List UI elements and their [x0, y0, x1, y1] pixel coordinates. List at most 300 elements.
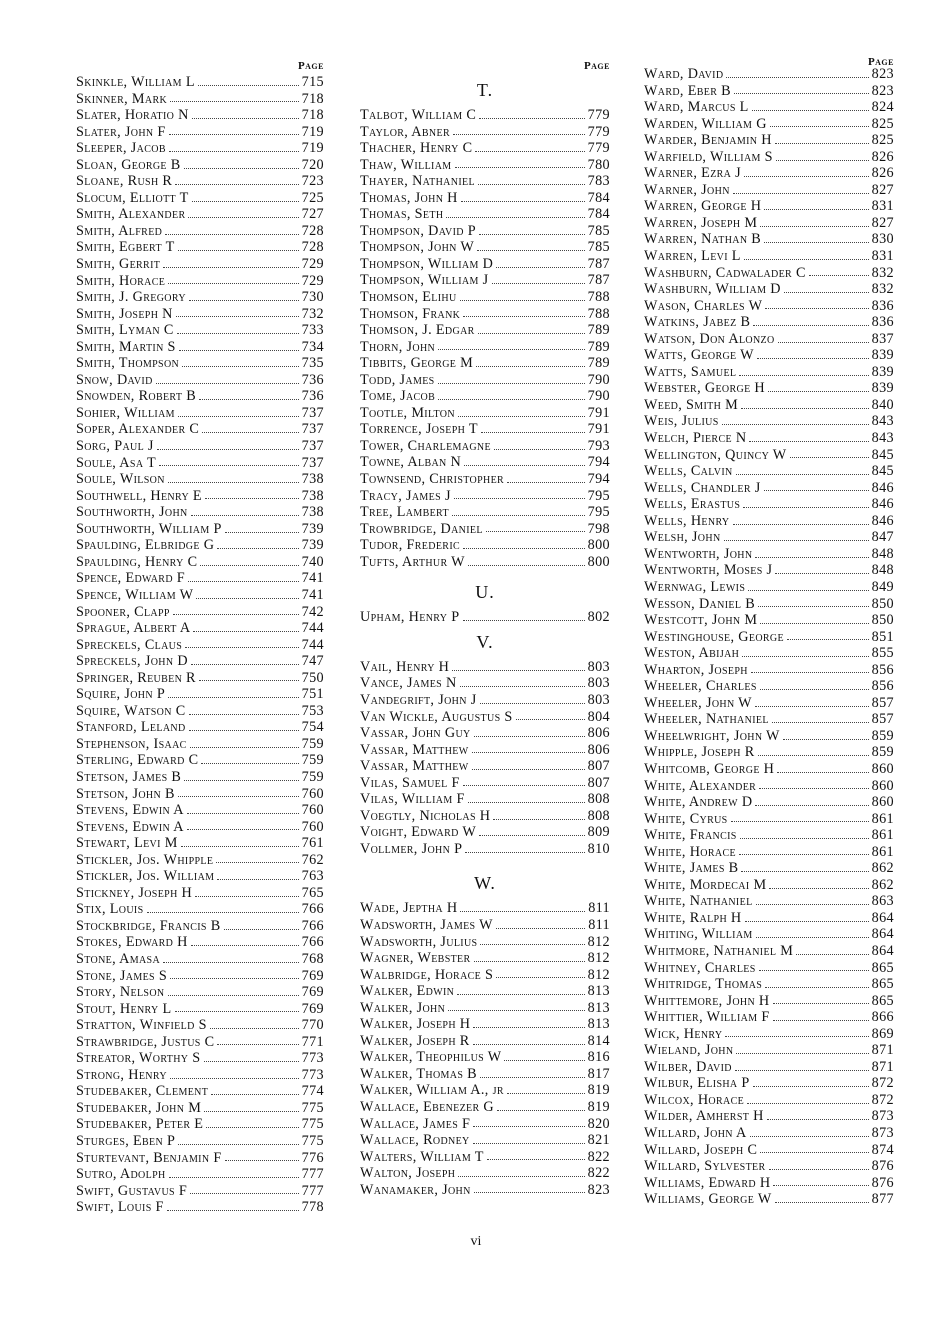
index-entry — [644, 579, 894, 596]
leader-dots — [479, 118, 584, 119]
entry-list-w-continued — [644, 66, 894, 1208]
leader-dots — [734, 93, 869, 94]
leader-dots — [163, 267, 298, 268]
leader-dots — [735, 1070, 869, 1071]
leader-dots — [199, 399, 299, 400]
entry-name: Ward, Eber B — [644, 82, 731, 99]
entry-name: Snow, David — [76, 371, 153, 388]
section-heading-v: V. — [476, 631, 494, 652]
entry-name: Willard, John A — [644, 1125, 747, 1141]
index-entry — [76, 140, 324, 157]
leader-dots — [776, 160, 869, 161]
leader-dots — [784, 292, 869, 293]
entry-name: Wheeler, John W — [644, 694, 752, 711]
entry-page-number: 737 — [301, 438, 324, 455]
entry-page-number: 872 — [871, 1075, 894, 1092]
entry-page-number: 789 — [587, 322, 610, 339]
entry-name: Todd, James — [360, 371, 435, 388]
leader-dots — [472, 752, 585, 753]
leader-dots — [463, 620, 585, 621]
entry-name: Thompson, John W — [360, 239, 475, 256]
index-entry — [360, 107, 610, 124]
entry-page-number: 762 — [301, 851, 324, 868]
entry-name: Sutro, Adolph — [76, 1166, 166, 1183]
entry-name: Spaulding, Henry C — [76, 553, 198, 570]
entry-name: Wanamaker, John — [360, 1181, 471, 1198]
leader-dots — [486, 531, 585, 532]
entry-name: Warner, Ezra J — [644, 165, 742, 182]
leader-dots — [744, 259, 869, 260]
entry-name: Van Wickle, Augustus S — [360, 708, 513, 725]
leader-dots — [778, 342, 869, 343]
entry-page-number: 759 — [301, 735, 324, 752]
entry-name: Towne, Alban N — [360, 454, 462, 471]
entry-name: Tootle, Milton — [360, 404, 455, 421]
index-entry — [76, 918, 324, 935]
leader-dots — [204, 1061, 299, 1062]
index-entry — [360, 1016, 610, 1033]
entry-page-number: 825 — [871, 115, 894, 132]
index-entry — [76, 554, 324, 571]
index-entry — [76, 504, 324, 521]
entry-name: Sloan, George B — [76, 156, 181, 173]
leader-dots — [460, 911, 585, 912]
entry-name: Smith, Joseph N — [76, 305, 173, 322]
entry-page-number: 812 — [587, 950, 610, 967]
section-heading-w: W. — [474, 873, 496, 894]
entry-name: Whitney, Charles — [644, 959, 756, 976]
leader-dots — [739, 375, 868, 376]
leader-dots — [177, 333, 299, 334]
entry-page-number: 784 — [587, 189, 610, 206]
entry-name: Wagner, Webster — [360, 950, 471, 967]
entry-name: White, Ralph H — [644, 909, 742, 926]
entry-page-number: 780 — [587, 156, 610, 173]
entry-page-number: 869 — [871, 1025, 894, 1042]
index-entry — [360, 692, 610, 709]
entry-name: Wallace, Ebenezer G — [360, 1098, 495, 1115]
leader-dots — [775, 143, 869, 144]
leader-dots — [759, 788, 868, 789]
entry-page-number: 817 — [587, 1065, 610, 1082]
index-entry — [76, 223, 324, 240]
leader-dots — [205, 498, 299, 499]
entry-page-number: 849 — [871, 578, 894, 595]
leader-dots — [769, 888, 868, 889]
entry-name: Wilder, Amherst H — [644, 1108, 764, 1125]
leader-dots — [225, 532, 299, 533]
leader-dots — [759, 970, 869, 971]
index-entry — [76, 819, 324, 836]
leader-dots — [189, 730, 299, 731]
entry-page-number: 795 — [587, 487, 610, 504]
entry-name: Slocum, Elliott T — [76, 189, 189, 206]
entry-name: Sturges, Eben P — [76, 1133, 176, 1149]
entry-name: Wilbur, Elisha P — [644, 1075, 750, 1092]
entry-page-number: 856 — [871, 678, 894, 695]
entry-list-s — [76, 74, 324, 1216]
leader-dots — [476, 366, 585, 367]
index-entry — [360, 256, 610, 273]
entry-page-number: 813 — [587, 983, 610, 1000]
leader-dots — [726, 77, 868, 78]
entry-name: Tufts, Arthur W — [360, 553, 465, 570]
index-entry — [76, 1183, 324, 1200]
entry-name: Stetson, James B — [76, 768, 182, 785]
entry-name: Westcott, John M — [644, 612, 758, 629]
entry-name: Vilas, Samuel F — [360, 774, 460, 791]
index-entry — [644, 1191, 894, 1208]
index-entry — [360, 140, 610, 157]
index-entry — [360, 372, 610, 389]
entry-name: Story, Nelson — [76, 984, 165, 1001]
entry-page-number: 813 — [587, 1016, 610, 1033]
leader-dots — [755, 805, 868, 806]
index-entry — [76, 752, 324, 769]
entry-page-number: 765 — [301, 884, 324, 901]
leader-dots — [168, 995, 299, 996]
entry-page-number: 846 — [871, 512, 894, 529]
leader-dots — [507, 482, 585, 483]
entry-page-number: 813 — [587, 999, 610, 1016]
leader-dots — [465, 852, 584, 853]
index-entry — [644, 149, 894, 166]
entry-name: Stockbridge, Francis B — [76, 917, 221, 934]
entry-name: Walton, Joseph — [360, 1165, 456, 1182]
index-entry — [644, 1158, 894, 1175]
leader-dots — [765, 987, 868, 988]
index-entry — [644, 877, 894, 894]
leader-dots — [769, 1169, 869, 1170]
leader-dots — [147, 912, 299, 913]
entry-page-number: 763 — [301, 868, 324, 885]
entry-page-number: 859 — [871, 744, 894, 761]
entry-list-v — [360, 659, 610, 858]
leader-dots — [755, 706, 869, 707]
entry-name: Thomson, Frank — [360, 305, 461, 322]
index-entry — [644, 960, 894, 977]
index-entry — [76, 786, 324, 803]
index-entry — [360, 758, 610, 775]
entry-page-number: 862 — [871, 876, 894, 893]
entry-name: Welsh, John — [644, 529, 721, 546]
entry-name: Wheeler, Nathaniel — [644, 711, 769, 728]
index-entry — [76, 604, 324, 621]
entry-page-number: 769 — [301, 967, 324, 984]
entry-name: Sorg, Paul J — [76, 438, 154, 455]
leader-dots — [168, 482, 299, 483]
entry-name: Thorn, John — [360, 338, 436, 355]
entry-page-number: 773 — [301, 1066, 324, 1083]
entry-page-number: 848 — [871, 562, 894, 579]
index-entry — [76, 438, 324, 455]
leader-dots — [452, 670, 584, 671]
index-entry — [76, 405, 324, 422]
entry-name: Stevens, Edwin A — [76, 818, 184, 835]
entry-page-number: 798 — [587, 520, 610, 537]
entry-page-number: 776 — [301, 1149, 324, 1166]
entry-name: White, Horace — [644, 843, 736, 860]
entry-name: Warner, John — [644, 181, 730, 198]
entry-page-number: 814 — [587, 1032, 610, 1049]
index-entry — [76, 107, 324, 124]
leader-dots — [438, 399, 585, 400]
page-header: Page — [297, 60, 324, 72]
entry-page-number: 865 — [871, 959, 894, 976]
entry-name: Walker, Theophilus W — [360, 1049, 502, 1066]
leader-dots — [192, 201, 299, 202]
entry-page-number: 723 — [301, 173, 324, 190]
index-entry — [644, 447, 894, 464]
entry-name: Vance, James N — [360, 675, 457, 692]
index-entry — [76, 306, 324, 323]
entry-page-number: 800 — [587, 537, 610, 554]
leader-dots — [772, 722, 869, 723]
entry-page-number: 832 — [871, 264, 894, 281]
entry-name: Weis, Julius — [644, 413, 719, 430]
index-entry — [360, 675, 610, 692]
entry-name: Thayer, Nathaniel — [360, 173, 475, 190]
entry-name: Wernwag, Lewis — [644, 578, 746, 595]
entry-page-number: 864 — [871, 942, 894, 959]
leader-dots — [741, 871, 868, 872]
leader-dots — [480, 944, 584, 945]
index-entry — [360, 1149, 610, 1166]
leader-dots — [756, 937, 869, 938]
leader-dots — [783, 739, 869, 740]
entry-page-number: 740 — [301, 553, 324, 570]
index-entry — [644, 1142, 894, 1159]
index-entry — [360, 405, 610, 422]
entry-name: Vassar, Matthew — [360, 758, 469, 775]
index-entry — [644, 397, 894, 414]
index-entry — [644, 66, 894, 83]
entry-name: Wheelwright, John W — [644, 727, 780, 744]
index-entry — [644, 976, 894, 993]
index-entry — [76, 769, 324, 786]
leader-dots — [479, 835, 585, 836]
index-entry — [360, 1082, 610, 1099]
index-entry — [360, 471, 610, 488]
index-entry — [644, 529, 894, 546]
index-entry — [644, 182, 894, 199]
entry-page-number: 871 — [871, 1058, 894, 1075]
entry-page-number: 794 — [587, 454, 610, 471]
index-entry — [644, 860, 894, 877]
entry-page-number: 775 — [301, 1116, 324, 1133]
entry-page-number: 783 — [587, 173, 610, 190]
leader-dots — [211, 1094, 298, 1095]
entry-page-number: 737 — [301, 404, 324, 421]
entry-page-number: 766 — [301, 901, 324, 918]
entry-name: Talbot, William C — [360, 107, 477, 123]
leader-dots — [201, 763, 298, 764]
entry-name: Spreckels, Claus — [76, 636, 183, 653]
entry-page-number: 811 — [588, 900, 610, 917]
index-entry — [644, 380, 894, 397]
entry-page-number: 727 — [301, 206, 324, 223]
index-entry — [644, 943, 894, 960]
entry-page-number: 822 — [587, 1148, 610, 1165]
entry-page-number: 747 — [301, 653, 324, 670]
index-entry — [644, 116, 894, 133]
page-header: Page — [867, 56, 894, 68]
entry-page-number: 738 — [301, 471, 324, 488]
entry-page-number: 739 — [301, 520, 324, 537]
entry-page-number: 738 — [301, 487, 324, 504]
entry-page-number: 736 — [301, 371, 324, 388]
leader-dots — [460, 686, 585, 687]
entry-page-number: 807 — [587, 774, 610, 791]
index-entry — [644, 827, 894, 844]
leader-dots — [736, 1053, 868, 1054]
index-entry — [76, 587, 324, 604]
entry-name: Studebaker, Peter E — [76, 1116, 204, 1133]
entry-name: Snowden, Robert B — [76, 388, 197, 405]
index-entry — [644, 480, 894, 497]
index-entry — [360, 609, 610, 626]
index-entry — [76, 339, 324, 356]
leader-dots — [191, 664, 299, 665]
entry-page-number: 768 — [301, 950, 324, 967]
entry-name: Tower, Charlemagne — [360, 437, 491, 454]
index-entry — [360, 190, 610, 207]
entry-name: Walker, Joseph H — [360, 1016, 471, 1033]
entry-name: White, Nathaniel — [644, 893, 753, 910]
index-entry — [360, 967, 610, 984]
index-column-1 — [76, 58, 324, 1216]
index-entry — [644, 165, 894, 182]
index-entry — [76, 653, 324, 670]
index-entry — [76, 703, 324, 720]
index-entry — [76, 835, 324, 852]
entry-name: Wharton, Joseph — [644, 661, 748, 678]
entry-name: Strawbridge, Justus C — [76, 1033, 215, 1050]
entry-name: Skinkle, William L — [76, 74, 195, 90]
entry-name: Sohier, William — [76, 404, 175, 421]
entry-name: Streator, Worthy S — [76, 1050, 201, 1067]
entry-name: Thomas, John H — [360, 189, 458, 206]
index-entry — [644, 711, 894, 728]
entry-name: Stratton, Winfield S — [76, 1017, 207, 1034]
entry-page-number: 779 — [587, 140, 610, 157]
leader-dots — [224, 929, 299, 930]
entry-page-number: 774 — [301, 1083, 324, 1100]
leader-dots — [170, 978, 299, 979]
leader-dots — [760, 689, 869, 690]
index-entry — [76, 968, 324, 985]
leader-dots — [190, 1193, 299, 1194]
index-entry — [360, 742, 610, 759]
entry-page-number: 847 — [871, 529, 894, 546]
index-entry — [644, 413, 894, 430]
leader-dots — [458, 416, 585, 417]
index-entry — [644, 678, 894, 695]
leader-dots — [188, 581, 299, 582]
index-entry — [644, 132, 894, 149]
leader-dots — [193, 631, 298, 632]
leader-dots — [474, 1192, 585, 1193]
leader-dots — [480, 1077, 585, 1078]
index-entry — [76, 1133, 324, 1150]
index-entry — [644, 926, 894, 943]
entry-page-number: 738 — [301, 504, 324, 521]
leader-dots — [178, 416, 299, 417]
entry-name: Willard, Sylvester — [644, 1158, 766, 1175]
leader-dots — [478, 333, 585, 334]
leader-dots — [473, 1126, 584, 1127]
entry-name: Southworth, John — [76, 504, 188, 521]
entry-name: Watts, George W — [644, 347, 754, 364]
index-entry — [644, 496, 894, 513]
entry-page-number: 821 — [587, 1132, 610, 1149]
leader-dots — [204, 1111, 298, 1112]
leader-dots — [773, 1003, 869, 1004]
index-entry — [644, 695, 894, 712]
index-entry — [360, 206, 610, 223]
leader-dots — [760, 623, 868, 624]
index-entry — [644, 1125, 894, 1142]
entry-page-number: 827 — [871, 214, 894, 231]
index-entry — [76, 537, 324, 554]
index-entry — [76, 173, 324, 190]
entry-page-number: 857 — [871, 694, 894, 711]
entry-name: Wentworth, John — [644, 545, 753, 562]
entry-page-number: 795 — [587, 504, 610, 521]
entry-name: Smith, Horace — [76, 272, 166, 289]
entry-page-number: 732 — [301, 305, 324, 322]
leader-dots — [191, 945, 299, 946]
entry-name: Skinner, Mark — [76, 90, 168, 107]
entry-name: Spence, Edward F — [76, 570, 186, 587]
index-entry — [76, 1083, 324, 1100]
index-entry — [76, 686, 324, 703]
entry-page-number: 791 — [587, 421, 610, 438]
index-entry — [76, 951, 324, 968]
entry-page-number: 863 — [871, 893, 894, 910]
entry-page-number: 794 — [587, 471, 610, 488]
entry-page-number: 800 — [587, 553, 610, 570]
entry-page-number: 839 — [871, 380, 894, 397]
entry-name: Walker, William A., jr — [360, 1082, 504, 1099]
leader-dots — [773, 1020, 869, 1021]
entry-page-number: 874 — [871, 1141, 894, 1158]
leader-dots — [187, 829, 299, 830]
index-entry — [360, 725, 610, 742]
entry-page-number: 737 — [301, 421, 324, 438]
entry-page-number: 784 — [587, 206, 610, 223]
entry-page-number: 775 — [301, 1099, 324, 1116]
entry-page-number: 769 — [301, 1000, 324, 1017]
leader-dots — [474, 736, 585, 737]
entry-name: Vassar, Matthew — [360, 741, 469, 758]
leader-dots — [176, 316, 299, 317]
entry-page-number: 803 — [587, 691, 610, 708]
leader-dots — [497, 1110, 585, 1111]
entry-name: Wason, Charles W — [644, 297, 763, 314]
entry-page-number: 787 — [587, 255, 610, 272]
leader-dots — [753, 325, 868, 326]
entry-page-number: 789 — [587, 355, 610, 372]
leader-dots — [182, 366, 299, 367]
entry-name: Townsend, Christopher — [360, 471, 505, 488]
index-entry — [644, 248, 894, 265]
entry-page-number: 775 — [301, 1133, 324, 1149]
entry-name: Slater, Horatio N — [76, 107, 189, 124]
entry-page-number: 871 — [871, 1042, 894, 1059]
leader-dots — [756, 904, 869, 905]
leader-dots — [210, 1028, 299, 1029]
